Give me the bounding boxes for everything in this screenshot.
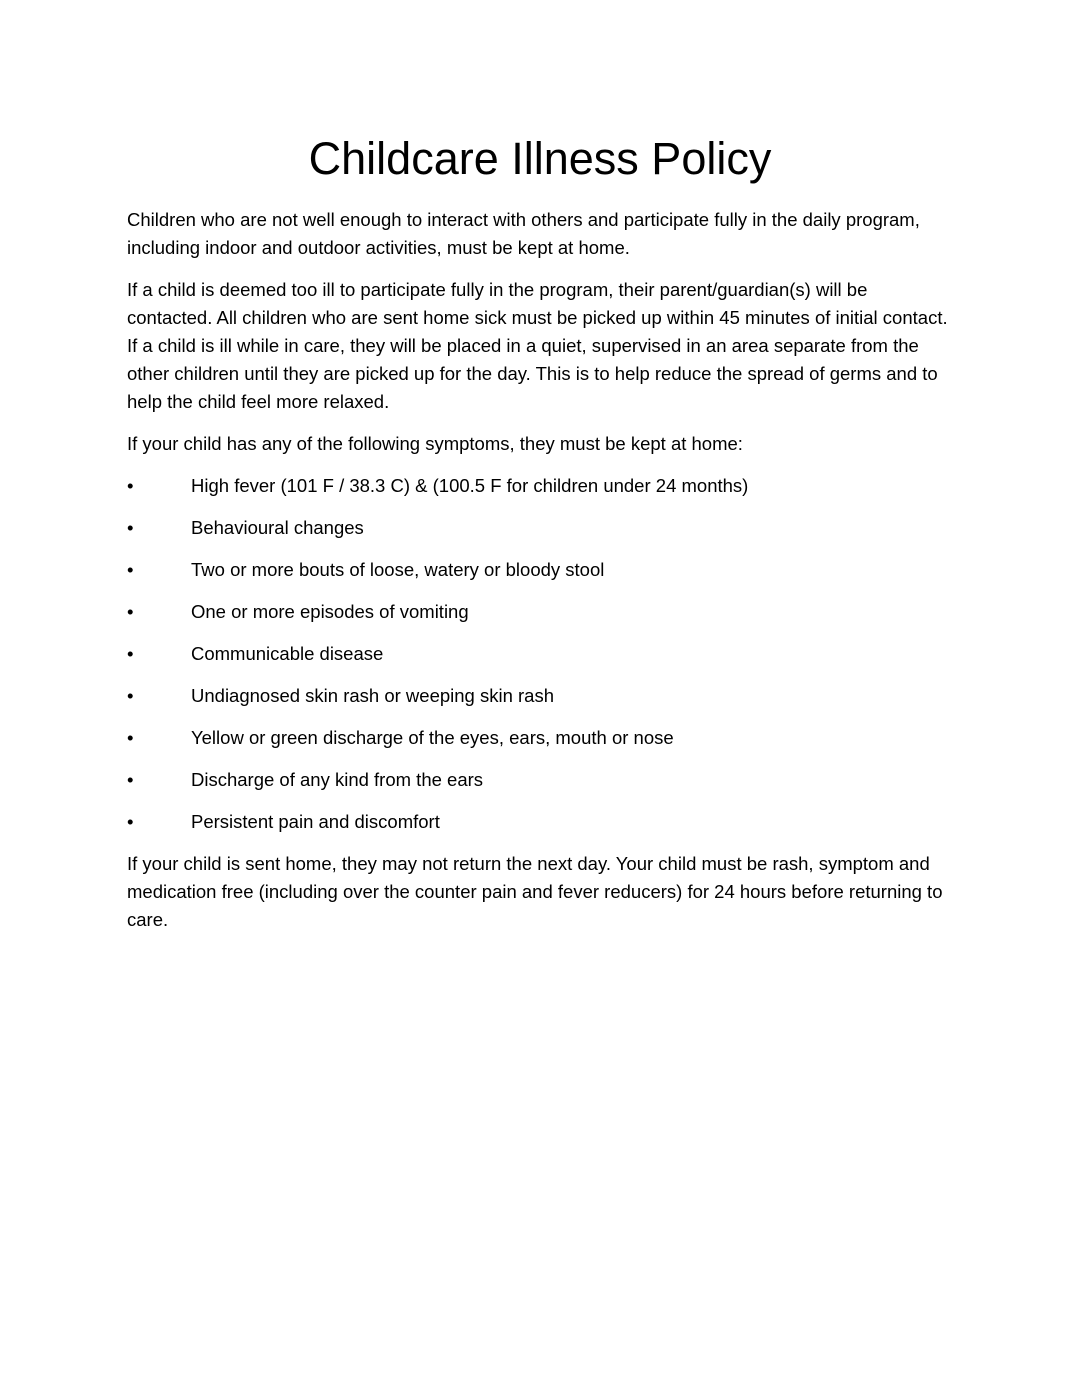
- symptom-text: Two or more bouts of loose, watery or bloody stool: [191, 559, 605, 580]
- bullet-icon: •: [127, 559, 134, 580]
- symptom-text: One or more episodes of vomiting: [191, 601, 469, 622]
- list-item: [127, 598, 957, 626]
- list-item: [127, 808, 957, 836]
- symptom-text: High fever (101 F / 38.3 C) & (100.5 F for children under 24 months): [191, 475, 749, 496]
- symptom-list: [127, 472, 957, 836]
- bullet-icon: •: [127, 475, 134, 496]
- bullet-icon: •: [127, 601, 134, 622]
- symptom-text: Undiagnosed skin rash or weeping skin rash: [191, 685, 555, 706]
- list-item: [127, 682, 957, 710]
- list-item: [127, 766, 957, 794]
- closing-paragraph: If your child is sent home, they may not return the next day. Your child must be rash, symptom and medication free (including over the counter pain and fever reducers) for 24 hours before returning to care.: [127, 853, 943, 930]
- intro-paragraph-1: Children who are not well enough to interact with others and participate fully in the daily program, including indoor and outdoor activities, must be kept at home.: [127, 209, 920, 258]
- symptom-text: Behavioural changes: [191, 517, 364, 538]
- list-item: [127, 556, 957, 584]
- bullet-icon: •: [127, 811, 134, 832]
- bullet-icon: •: [127, 517, 134, 538]
- list-item: [127, 724, 957, 752]
- intro-paragraph-2: If a child is deemed too ill to participate fully in the program, their parent/guardian(s) will be contacted. All children who are sent home sick must be picked up within 45 minutes of initial contact. If a child is ill while in care, they will be placed in a quiet, supervised in an area separate from the other children until they are picked up for the day. This is to help reduce the spread of germs and to help the child feel more relaxed.: [127, 279, 948, 412]
- list-item: [127, 514, 957, 542]
- list-item: [127, 640, 957, 668]
- symptom-text: Yellow or green discharge of the eyes, ears, mouth or nose: [191, 727, 674, 748]
- symptom-text: Discharge of any kind from the ears: [191, 769, 484, 790]
- symptom-text: Communicable disease: [191, 643, 384, 664]
- list-item: [127, 472, 957, 500]
- bullet-icon: •: [127, 643, 134, 664]
- bullet-icon: •: [127, 685, 134, 706]
- intro-paragraph-3: If your child has any of the following symptoms, they must be kept at home:: [127, 433, 743, 454]
- page-title: Childcare Illness Policy: [308, 133, 772, 184]
- bullet-icon: •: [127, 727, 134, 748]
- symptom-text: Persistent pain and discomfort: [191, 811, 440, 832]
- document-body: [127, 206, 957, 948]
- bullet-icon: •: [127, 769, 134, 790]
